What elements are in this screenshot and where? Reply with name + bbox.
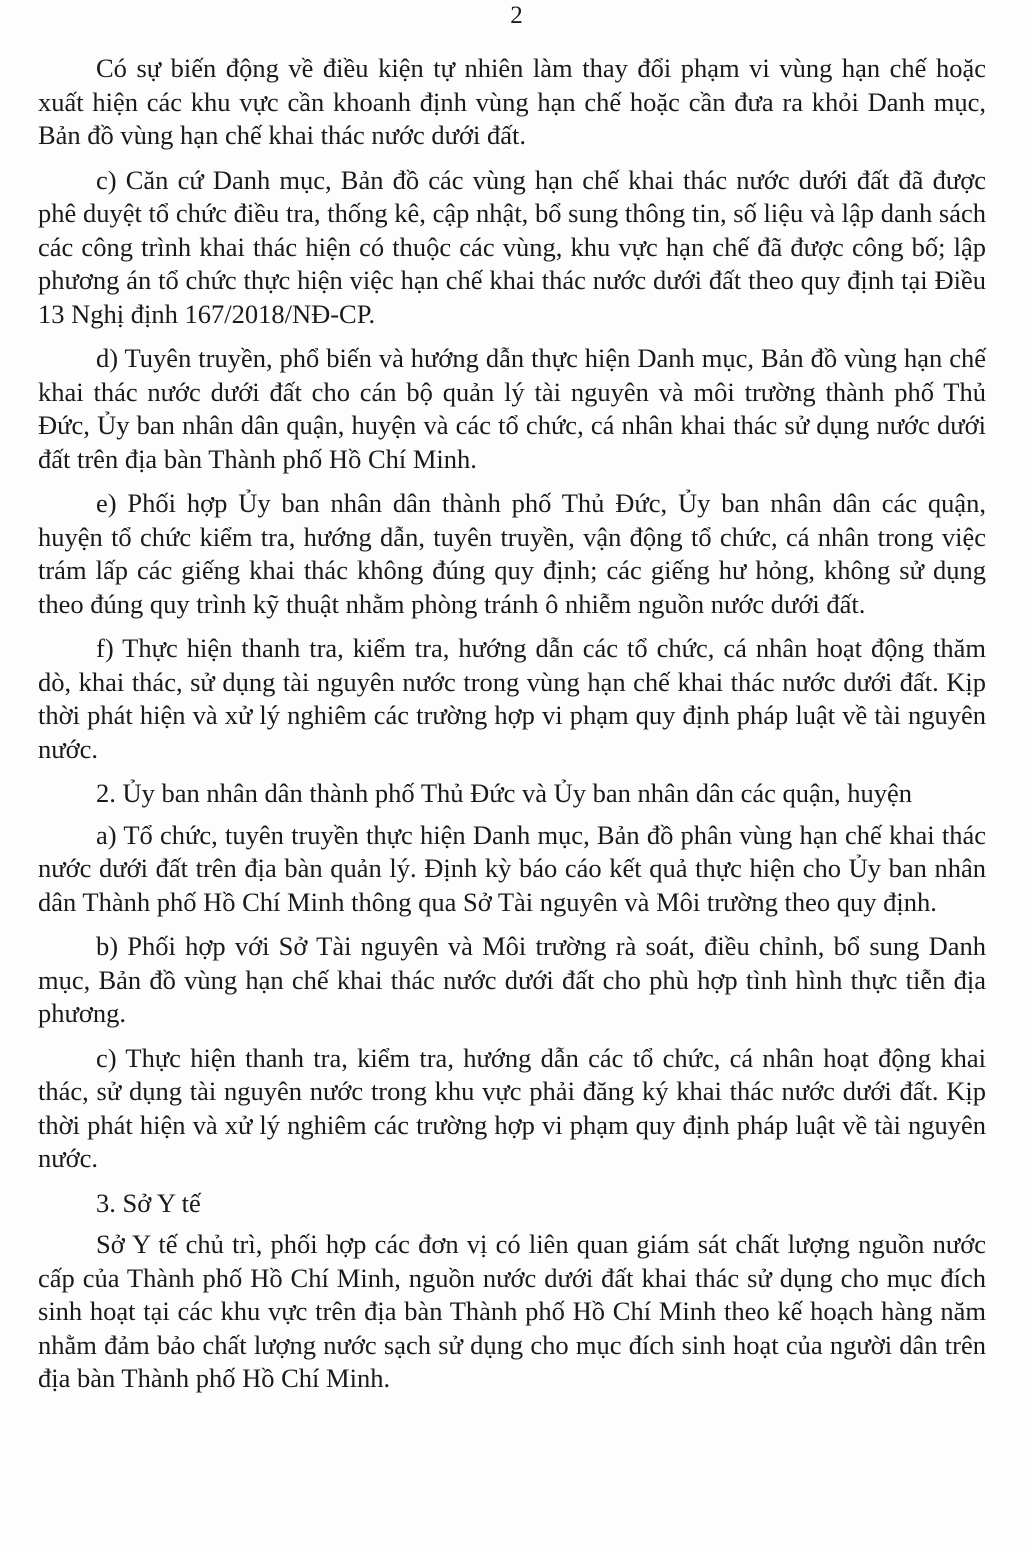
paragraph-e-coordination: e) Phối hợp Ủy ban nhân dân thành phố Thủ Đức, Ủy ban nhân dân các quận, huyện tổ chức kiểm tra, hướng dẫn, tuyên truyền, vận động tổ chức, cá nhân trong việc trám lấp các giếng khai thác không đúng quy định; các giếng hư hỏng, không sử dụng theo đúng quy trình kỹ thuật nhằm phòng tránh ô nhiễm nguồn nước dưới đất. xyxy=(38,488,986,619)
paragraph-c-inspection: c) Thực hiện thanh tra, kiểm tra, hướng dẫn các tổ chức, cá nhân hoạt động khai thác, sử dụng tài nguyên nước trong khu vực phải đăng ký khai thác nước dưới đất. Kịp thời phát hiện và xử lý nghiêm các trường hợp vi phạm quy định pháp luật về tài nguyên nước. xyxy=(38,1042,986,1173)
paragraph-b-review: b) Phối hợp với Sở Tài nguyên và Môi trường rà soát, điều chỉnh, bổ sung Danh mục, Bản đồ vùng hạn chế khai thác nước dưới đất cho phù hợp tình hình thực tiễn địa phương. xyxy=(38,931,986,1028)
section-heading-district-committees: 2. Ủy ban nhân dân thành phố Thủ Đức và Ủy ban nhân dân các quận, huyện xyxy=(96,778,913,808)
paragraph-c-survey: c) Căn cứ Danh mục, Bản đồ các vùng hạn chế khai thác nước dưới đất đã được phê duyệt tổ chức điều tra, thống kê, cập nhật, bổ sung thông tin, số liệu và lập danh sách các công trình khai thác hiện có thuộc các vùng, khu vực hạn chế đã được công bố; lập phương án tổ chức thực hiện việc hạn chế khai thác nước dưới đất theo quy định tại Điều 13 Nghị định 167/2018/NĐ-CP. xyxy=(38,164,986,329)
paragraph-natural-conditions: Có sự biến động về điều kiện tự nhiên làm thay đổi phạm vi vùng hạn chế hoặc xuất hiện các khu vực cần khoanh định vùng hạn chế hoặc cần đưa ra khỏi Danh mục, Bản đồ vùng hạn chế khai thác nước dưới đất. xyxy=(38,53,986,150)
paragraph-health-department: Sở Y tế chủ trì, phối hợp các đơn vị có liên quan giám sát chất lượng nguồn nước cấp của Thành phố Hồ Chí Minh, nguồn nước dưới đất khai thác sử dụng cho mục đích sinh hoạt tại các khu vực trên địa bàn Thành phố Hồ Chí Minh theo kế hoạch hàng năm nhằm đảm bảo chất lượng nước sạch sử dụng cho mục đích sinh hoạt của người dân trên địa bàn Thành phố Hồ Chí Minh. xyxy=(38,1229,986,1393)
paragraph-f-inspection: f) Thực hiện thanh tra, kiểm tra, hướng dẫn các tổ chức, cá nhân hoạt động thăm dò, khai thác, sử dụng tài nguyên nước trong vùng hạn chế khai thác nước dưới đất. Kịp thời phát hiện và xử lý nghiêm các trường hợp vi phạm quy định pháp luật về tài nguyên nước. xyxy=(38,633,986,764)
page-number: 2 xyxy=(510,2,523,29)
section-heading-health-department: 3. Sở Y tế xyxy=(96,1187,201,1218)
paragraph-d-propaganda: d) Tuyên truyền, phổ biến và hướng dẫn thực hiện Danh mục, Bản đồ vùng hạn chế khai thác nước dưới đất cho cán bộ quản lý tài nguyên và môi trường thành phố Thủ Đức, Ủy ban nhân dân quận, huyện và các tổ chức, cá nhân khai thác sử dụng nước dưới đất trên địa bàn Thành phố Hồ Chí Minh. xyxy=(38,343,986,474)
paragraph-a-organize: a) Tổ chức, tuyên truyền thực hiện Danh mục, Bản đồ phân vùng hạn chế khai thác nước dưới đất trên địa bàn quản lý. Định kỳ báo cáo kết quả thực hiện cho Ủy ban nhân dân Thành phố Hồ Chí Minh thông qua Sở Tài nguyên và Môi trường theo quy định. xyxy=(38,819,986,917)
document-body xyxy=(38,52,986,1407)
